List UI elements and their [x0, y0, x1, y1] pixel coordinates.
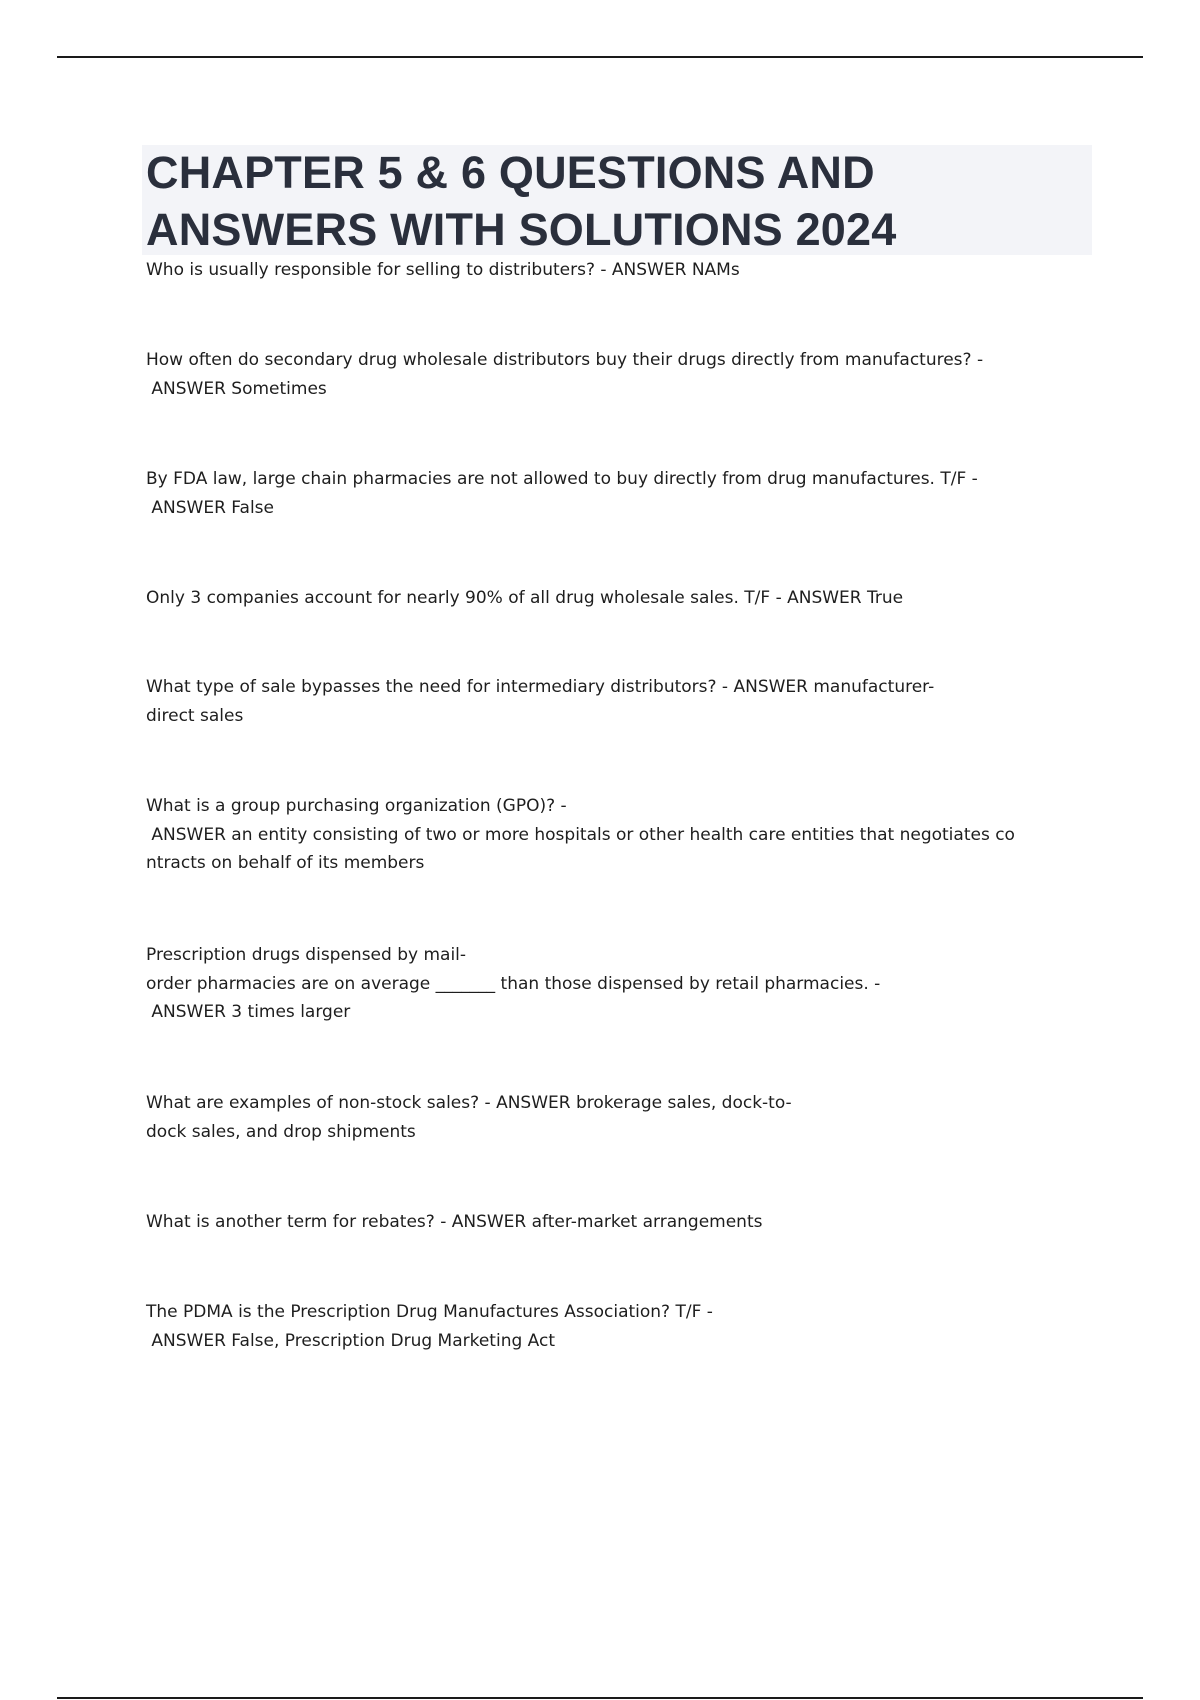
top-rule — [57, 56, 1143, 58]
qa-item-6 — [146, 792, 1091, 878]
qa-item-7 — [146, 941, 1091, 1027]
qa-item-3 — [146, 465, 1091, 522]
qa-line: Prescription drugs dispensed by mail- — [146, 945, 467, 965]
qa-item-4 — [146, 584, 1091, 613]
qa-item-8 — [146, 1089, 1091, 1146]
qa-line: ANSWER an entity consisting of two or more hospitals or other health care entities that negotiates co — [146, 824, 1015, 845]
qa-line: Only 3 companies account for nearly 90% of all drug wholesale sales. T/F - ANSWER True — [146, 588, 904, 608]
qa-line: By FDA law, large chain pharmacies are not allowed to buy directly from drug manufactures. T/F - — [146, 469, 978, 489]
qa-line: order pharmacies are on average _______ than those dispensed by retail pharmacies. - — [146, 973, 881, 994]
qa-line: ntracts on behalf of its members — [146, 853, 425, 873]
qa-line: What are examples of non-stock sales? - ANSWER brokerage sales, dock-to- — [146, 1093, 792, 1113]
qa-item-5 — [146, 673, 1091, 730]
qa-item-2 — [146, 346, 1091, 403]
bottom-rule — [57, 1697, 1143, 1699]
qa-line: What is another term for rebates? - ANSWER after-market arrangements — [146, 1212, 763, 1232]
qa-line: The PDMA is the Prescription Drug Manufactures Association? T/F - — [146, 1302, 713, 1322]
qa-line: ANSWER Sometimes — [146, 378, 327, 399]
qa-line: What type of sale bypasses the need for intermediary distributors? - ANSWER manufacturer- — [146, 677, 935, 697]
title-line: CHAPTER 5 & 6 QUESTIONS AND — [146, 147, 875, 198]
qa-line: dock sales, and drop shipments — [146, 1121, 416, 1142]
qa-line: ANSWER False — [146, 497, 274, 518]
qa-line: What is a group purchasing organization (GPO)? - — [146, 796, 567, 816]
qa-line: direct sales — [146, 705, 244, 726]
qa-line: ANSWER False, Prescription Drug Marketing Act — [146, 1330, 556, 1351]
qa-item-10 — [146, 1298, 1091, 1355]
document-title — [146, 144, 1086, 258]
title-line: ANSWERS WITH SOLUTIONS 2024 — [146, 204, 897, 255]
qa-line: ANSWER 3 times larger — [146, 1002, 351, 1022]
qa-item-9 — [146, 1208, 1091, 1237]
qa-item-1 — [146, 256, 1091, 285]
qa-line: How often do secondary drug wholesale distributors buy their drugs directly from manufactures? - — [146, 350, 984, 370]
qa-line: Who is usually responsible for selling to distributers? - ANSWER NAMs — [146, 260, 740, 280]
